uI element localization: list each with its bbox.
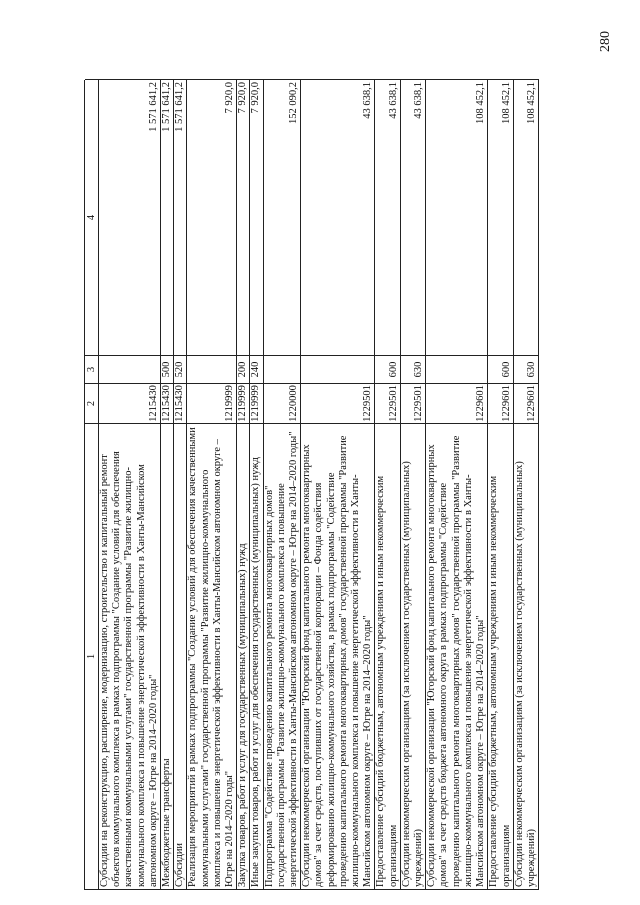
- row-sum: 152 090,2: [264, 79, 302, 355]
- row-code: 1219999: [237, 383, 250, 423]
- row-name: Межбюджетные трансферты: [161, 423, 174, 889]
- row-vr: [187, 355, 237, 383]
- row-vr: 520: [174, 355, 187, 383]
- row-code: 1215430: [161, 383, 174, 423]
- row-name: Иные закупки товаров, работ и услуг для обеспечения государственных (муниципальных) нужд: [250, 423, 263, 889]
- row-vr: [99, 355, 161, 383]
- row-vr: 240: [250, 355, 263, 383]
- row-vr: [426, 355, 488, 383]
- row-vr: [264, 355, 302, 383]
- row-name: Субсидии некоммерческой организации "Югорский фонд капитального ремонта многоквартирных домов" за счет средств бюджета автономного округа в рамках подпрограммы "Содействие проведению капитального ремонта многоквартирных домов" государственной программы "Развитие жилищно-коммунального комплекса и повышение энергетической эффективности в Ханты-Мансийском автономном округе – Югре на 2014–2020 годы": [426, 423, 488, 889]
- row-sum: 1 571 641,2: [174, 79, 187, 355]
- row-sum: 1 571 641,2: [99, 79, 161, 355]
- header-col-1: 1: [85, 423, 99, 889]
- row-name: Реализация мероприятий в рамках подпрограммы "Создание условий для обеспечения качественными коммунальными услугами" государственной программы "Развитие жилищно-коммунального комплекса и повышение энергетической эффективности в Ханты-Мансийском автономном округе – Югре на 2014–2020 годы": [187, 423, 237, 889]
- row-code: 1219999: [250, 383, 263, 423]
- row-sum: 1 571 641,2: [161, 79, 174, 355]
- row-code: 1229501: [301, 383, 375, 423]
- row-vr: 600: [375, 355, 400, 383]
- header-col-2: 2: [85, 383, 99, 423]
- row-code: 1229601: [488, 383, 513, 423]
- row-code: 1229601: [426, 383, 488, 423]
- table-grid: [84, 80, 539, 890]
- row-name: Предоставление субсидий бюджетным, автономным учреждениям и иным некоммерческим организациям: [488, 423, 513, 889]
- row-code: 1220000: [264, 383, 302, 423]
- row-name: Субсидии: [174, 423, 187, 889]
- row-sum: 7 920,0: [237, 79, 250, 355]
- row-sum: 43 638,1: [375, 79, 400, 355]
- row-name: Подпрограмма "Содействие проведению капитального ремонта многоквартирных домов" государственной программы "Развитие жилищно-коммунального комплекса и повышение энергетической эффективности в Ханты-Мансийском автономном округе – Югре на 2014–2020 годы": [264, 423, 302, 889]
- row-vr: 500: [161, 355, 174, 383]
- page-number: 280: [598, 31, 613, 52]
- row-vr: 630: [401, 355, 426, 383]
- row-name: Субсидии некоммерческим организациям (за исключением государственных (муниципальных) учреждений): [514, 423, 539, 889]
- row-sum: 108 452,1: [514, 79, 539, 355]
- row-vr: [301, 355, 375, 383]
- row-name: Субсидии на реконструкцию, расширение, модернизацию, строительство и капитальный ремонт объектов коммунального комплекса в рамках подпрограммы "Создание условий для обеспечения качественными коммунальными услугами" государственной программы "Развитие жилищно-коммунального комплекса и повышение энергетической эффективности в Ханты-Мансийском автономном округе – Югре на 2014–2020 годы": [99, 423, 161, 889]
- row-sum: 43 638,1: [401, 79, 426, 355]
- row-code: 1219999: [187, 383, 237, 423]
- row-code: 1215430: [174, 383, 187, 423]
- row-code: 1229601: [514, 383, 539, 423]
- row-vr: 200: [237, 355, 250, 383]
- row-sum: 108 452,1: [488, 79, 513, 355]
- row-name: Субсидии некоммерческой организации "Югорский фонд капитального ремонта многоквартирных домов" за счет средств, поступивших от государственной корпорации – Фонда содействия реформированию жилищно-коммунального хозяйства, в рамках подпрограммы "Содействие проведению капитального ремонта многоквартирных домов" государственной программы "Развитие жилищно-коммунального комплекса и повышение энергетической эффективности в Ханты-Мансийском автономном округе – Югре на 2014–2020 годы": [301, 423, 375, 889]
- row-sum: 108 452,1: [426, 79, 488, 355]
- budget-table: [84, 80, 564, 890]
- row-name: Субсидии некоммерческим организациям (за исключением государственных (муниципальных) учреждений): [401, 423, 426, 889]
- row-sum: 7 920,0: [187, 79, 237, 355]
- row-code: 1215430: [99, 383, 161, 423]
- row-code: 1229501: [375, 383, 400, 423]
- row-code: 1229501: [401, 383, 426, 423]
- row-vr: 600: [488, 355, 513, 383]
- row-vr: 630: [514, 355, 539, 383]
- row-name: Предоставление субсидий бюджетным, автономным учреждениям и иным некоммерческим организациям: [375, 423, 400, 889]
- header-col-3: 3: [85, 355, 99, 383]
- row-sum: 43 638,1: [301, 79, 375, 355]
- row-name: Закупка товаров, работ и услуг для государственных (муниципальных) нужд: [237, 423, 250, 889]
- row-sum: 7 920,0: [250, 79, 263, 355]
- header-col-4: 4: [85, 79, 99, 355]
